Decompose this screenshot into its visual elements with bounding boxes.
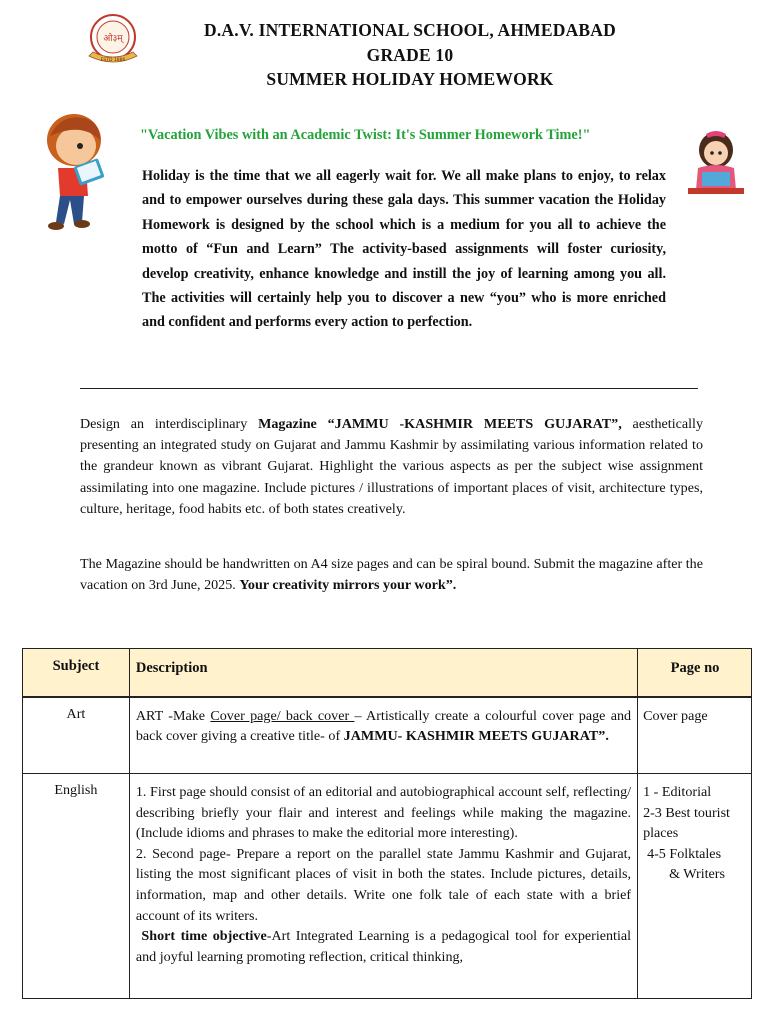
divider-line — [80, 388, 698, 389]
english-subject: English — [23, 774, 130, 999]
submission-instructions: The Magazine should be handwritten on A4 size pages and can be spiral bound. Submit the magazine after the vacation on 3rd June, 2025. Your creativity mirrors your work”. — [80, 556, 703, 594]
girl-reading-illustration — [684, 128, 748, 198]
english-objective: Short time objective-Art Integrated Learning is a pedagogical tool for experiential and joyful learning promoting reflection, critical thinking, — [135, 928, 632, 965]
homework-table — [22, 648, 752, 999]
english-item-2: 2. Second page- Prepare a report on the parallel state Jammu Kashmir and Gujarat, listing the most significant places of visit in both the states. Include pictures, details, information, map and other details. Write one folk tale of each state with a brief account of its writers. — [135, 845, 632, 924]
svg-text:ओ३म्: ओ३म् — [103, 34, 123, 44]
english-page-line-1: 1 - Editorial — [643, 784, 712, 800]
boy-reading-illustration — [40, 110, 112, 236]
english-description — [129, 774, 637, 999]
english-page-line-2: 2-3 Best tourist places — [643, 804, 730, 842]
tagline: "Vacation Vibes with an Academic Twist: It's Summer Homework Time!" — [140, 127, 591, 143]
english-page-line-4: & Writers — [669, 866, 725, 883]
table-row-art — [23, 697, 752, 774]
table-row-english — [23, 774, 752, 999]
art-subject: Art — [23, 697, 130, 774]
header-page-no: Page no — [638, 649, 752, 697]
school-name: D.A.V. INTERNATIONAL SCHOOL, AHMEDABAD — [204, 20, 616, 40]
art-description: ART -Make Cover page/ back cover – Artistically create a colourful cover page and back cover giving a creative title- of JAMMU- KASHMIR MEETS GUJARAT”. — [129, 697, 637, 774]
svg-text:ESTD 1886: ESTD 1886 — [100, 58, 126, 63]
header-subject: Subject — [23, 649, 130, 697]
english-page — [638, 774, 752, 999]
grade-title: GRADE 10 — [366, 45, 454, 65]
art-page: Cover page — [638, 697, 752, 774]
page-title: SUMMER HOLIDAY HOMEWORK — [266, 69, 554, 89]
english-item-1: 1. First page should consist of an editorial and autobiographical account self, reflecting/ describing briefly your flair and interest and feelings while making the magazine. (Include idioms and phrases to make the editorial more interesting). — [135, 784, 632, 842]
english-page-line-3: 4-5 Folktales — [647, 845, 722, 862]
magazine-instructions: Design an interdisciplinary Magazine “JAMMU -KASHMIR MEETS GUJARAT”, aesthetically presenting an integrated study on Gujarat and Jammu Kashmir by assimilating various information related to the grandeur known as vibrant Gujarat. Highlight the various aspects as per the subject wise assignment assimilating into one magazine. Include pictures / illustrations of important places of visit, architecture types, culture, heritage, food habits etc. of both states creatively. — [80, 416, 703, 517]
header-description: Description — [129, 649, 637, 697]
intro-paragraph: Holiday is the time that we all eagerly wait for. We all make plans to enjoy, to relax and to empower ourselves during these gala days. This summer vacation the Holiday Homework is designed by the school which is a medium for you all to achieve the motto of “Fun and Learn” The activity-based assignments will foster curiosity, develop creativity, enhance knowledge and instill the joy of learning among you all. The activities will certainly help you to discover a new “you” who is more enriched and confident and performs every action to perfection. — [142, 168, 666, 331]
table-header-row — [23, 649, 752, 697]
school-logo — [83, 12, 143, 68]
